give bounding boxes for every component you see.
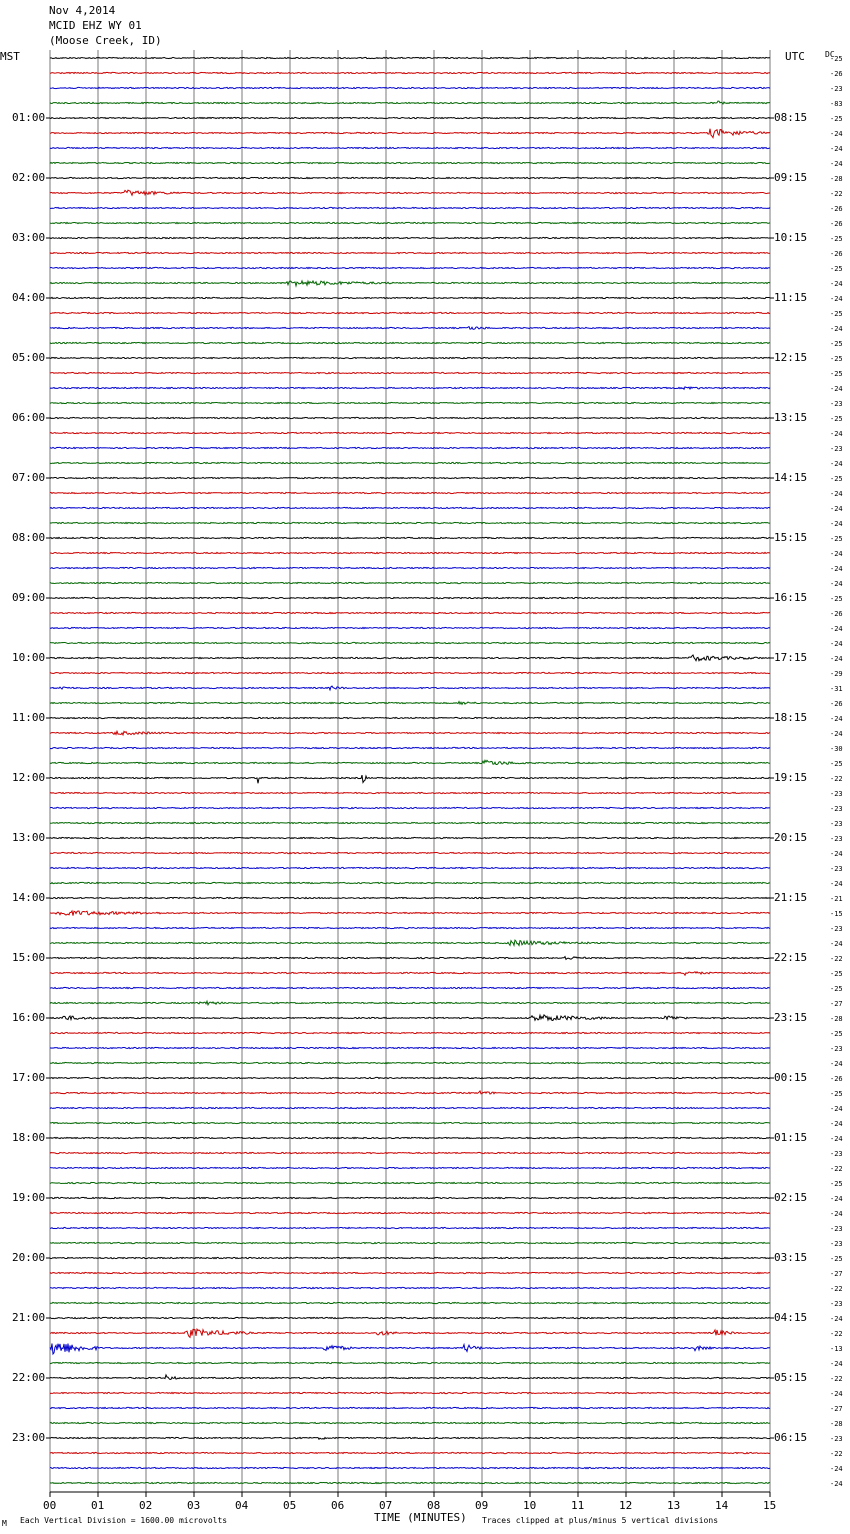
trace-row bbox=[50, 387, 770, 390]
dc-offset-label: -25 bbox=[830, 760, 843, 768]
left-hour-label: 09:00 bbox=[12, 591, 46, 604]
dc-offset-label: -25 bbox=[830, 1030, 843, 1038]
left-hour-label: 08:00 bbox=[12, 531, 46, 544]
trace-row bbox=[50, 357, 770, 358]
dc-offset-label: -21 bbox=[830, 895, 843, 903]
dc-offset-label: -22 bbox=[830, 955, 843, 963]
right-hour-label: 21:15 bbox=[774, 891, 808, 904]
trace-row bbox=[50, 522, 770, 523]
right-hour-label: 12:15 bbox=[774, 351, 808, 364]
right-hour-label: 04:15 bbox=[774, 1311, 808, 1324]
dc-offset-label: -23 bbox=[830, 400, 843, 408]
trace-row bbox=[50, 792, 770, 793]
clip-note: Traces clipped at plus/minus 5 vertical divisions bbox=[482, 1516, 719, 1525]
trace-row bbox=[50, 747, 770, 748]
x-tick-label: 03 bbox=[187, 1499, 201, 1512]
dc-offset-label: -25 bbox=[830, 1180, 843, 1188]
trace-row bbox=[50, 911, 770, 916]
right-hour-label: 06:15 bbox=[774, 1431, 808, 1444]
x-tick-label: 07 bbox=[379, 1499, 393, 1512]
dc-offset-label: -24 bbox=[830, 655, 843, 663]
dc-offset-label: -28 bbox=[830, 1420, 843, 1428]
dc-offset-label: -23 bbox=[830, 1435, 843, 1443]
trace-row bbox=[50, 222, 770, 223]
dc-offset-label: -27 bbox=[830, 1270, 843, 1278]
dc-offset-label: -24 bbox=[830, 625, 843, 633]
dc-offset-label: -24 bbox=[830, 940, 843, 948]
trace-row bbox=[50, 1329, 770, 1337]
trace-row bbox=[50, 1482, 770, 1483]
dc-offset-label: -30 bbox=[830, 745, 843, 753]
dc-offset-label: -23 bbox=[830, 835, 843, 843]
corner-mark: M bbox=[2, 1519, 7, 1528]
x-tick-label: 13 bbox=[667, 1499, 681, 1512]
dc-offset-label: -22 bbox=[830, 775, 843, 783]
trace-row bbox=[50, 1015, 770, 1021]
dc-offset-label: -25 bbox=[830, 310, 843, 318]
right-hour-label: 03:15 bbox=[774, 1251, 808, 1264]
trace-row bbox=[50, 1344, 770, 1355]
dc-offset-label: -23 bbox=[830, 1150, 843, 1158]
dc-offset-label: -22 bbox=[830, 1330, 843, 1338]
left-hour-label: 20:00 bbox=[12, 1251, 46, 1264]
dc-offset-label: -24 bbox=[830, 1105, 843, 1113]
trace-row bbox=[50, 281, 770, 286]
dc-offset-label: -24 bbox=[830, 580, 843, 588]
trace-row bbox=[50, 190, 770, 195]
dc-offset-label: -25 bbox=[830, 415, 843, 423]
trace-row bbox=[50, 1375, 770, 1380]
trace-row bbox=[50, 342, 770, 343]
x-axis-title: TIME (MINUTES) bbox=[374, 1511, 467, 1524]
trace-row bbox=[50, 1452, 770, 1453]
dc-offset-label: -25 bbox=[830, 595, 843, 603]
left-hour-label: 10:00 bbox=[12, 651, 46, 664]
trace-row bbox=[50, 1182, 770, 1183]
left-hour-label: 03:00 bbox=[12, 231, 46, 244]
dc-offset-label: -31 bbox=[830, 685, 843, 693]
left-hour-label: 05:00 bbox=[12, 351, 46, 364]
trace-row bbox=[50, 686, 770, 690]
trace-row bbox=[50, 1077, 770, 1078]
trace-row bbox=[50, 897, 770, 898]
trace-row bbox=[50, 297, 770, 298]
dc-offset-label: -23 bbox=[830, 805, 843, 813]
dc-offset-label: -24 bbox=[830, 385, 843, 393]
dc-offset-label: -22 bbox=[830, 1375, 843, 1383]
dc-offset-label: -23 bbox=[830, 790, 843, 798]
dc-offset-label: -25 bbox=[830, 475, 843, 483]
dc-offset-label: -83 bbox=[830, 100, 843, 108]
trace-row bbox=[50, 987, 770, 988]
right-hour-label: 15:15 bbox=[774, 531, 808, 544]
right-hour-label: 11:15 bbox=[774, 291, 808, 304]
dc-offset-label: -23 bbox=[830, 1045, 843, 1053]
trace-row bbox=[50, 72, 770, 73]
left-hour-label: 15:00 bbox=[12, 951, 46, 964]
dc-offset-label: -28 bbox=[830, 1015, 843, 1023]
dc-offset-label: -25 bbox=[830, 235, 843, 243]
trace-row bbox=[50, 492, 770, 493]
trace-row bbox=[50, 1107, 770, 1108]
right-hour-label: 13:15 bbox=[774, 411, 808, 424]
dc-offset-label: -25 bbox=[830, 985, 843, 993]
dc-offset-label: -23 bbox=[830, 445, 843, 453]
trace-row bbox=[50, 927, 770, 928]
trace-row bbox=[50, 760, 770, 764]
dc-offset-label: -24 bbox=[830, 715, 843, 723]
trace-row bbox=[50, 1392, 770, 1393]
scale-note: Each Vertical Division = 1600.00 microvolts bbox=[20, 1516, 228, 1525]
right-timezone-label: UTC bbox=[785, 50, 805, 63]
left-hour-label: 19:00 bbox=[12, 1191, 46, 1204]
dc-offset-label: -22 bbox=[830, 190, 843, 198]
dc-offset-label: -24 bbox=[830, 130, 843, 138]
trace-row bbox=[50, 1422, 770, 1423]
dc-offset-label: -26 bbox=[830, 205, 843, 213]
trace-row bbox=[50, 101, 770, 104]
trace-row bbox=[50, 327, 770, 330]
dc-offset-label: -13 bbox=[830, 1345, 843, 1353]
trace-row bbox=[50, 1362, 770, 1363]
dc-offset-label: -23 bbox=[830, 1225, 843, 1233]
dc-offset-label: -26 bbox=[830, 700, 843, 708]
dc-offset-label: -28 bbox=[830, 175, 843, 183]
station-code: MCID EHZ WY 01 bbox=[49, 19, 142, 32]
dc-offset-label: -26 bbox=[830, 220, 843, 228]
dc-offset-label: -24 bbox=[830, 1135, 843, 1143]
dc-offset-label: -25 bbox=[830, 370, 843, 378]
trace-row bbox=[50, 117, 770, 118]
trace-row bbox=[50, 1287, 770, 1288]
dc-offset-label: -27 bbox=[830, 1405, 843, 1413]
right-hour-label: 01:15 bbox=[774, 1131, 808, 1144]
dc-offset-header: DC bbox=[825, 50, 835, 59]
left-timezone-label: MST bbox=[0, 50, 20, 63]
x-tick-label: 14 bbox=[715, 1499, 729, 1512]
right-hour-label: 20:15 bbox=[774, 831, 808, 844]
dc-offset-label: -23 bbox=[830, 1240, 843, 1248]
right-hour-label: 02:15 bbox=[774, 1191, 808, 1204]
dc-offset-label: -26 bbox=[830, 70, 843, 78]
trace-row bbox=[50, 1227, 770, 1228]
dc-offset-label: -24 bbox=[830, 880, 843, 888]
trace-row bbox=[50, 462, 770, 463]
trace-row bbox=[50, 1032, 770, 1033]
dc-offset-label: -24 bbox=[830, 490, 843, 498]
trace-row bbox=[50, 957, 770, 960]
dc-offset-label: -25 bbox=[830, 55, 843, 63]
trace-row bbox=[50, 717, 770, 718]
left-hour-label: 07:00 bbox=[12, 471, 46, 484]
dc-offset-label: -24 bbox=[830, 550, 843, 558]
right-hour-label: 14:15 bbox=[774, 471, 808, 484]
dc-offset-label: -25 bbox=[830, 970, 843, 978]
trace-row bbox=[50, 507, 770, 508]
dc-offset-label: -24 bbox=[830, 325, 843, 333]
x-tick-label: 09 bbox=[475, 1499, 489, 1512]
trace-row bbox=[50, 1242, 770, 1243]
dc-offset-label: -24 bbox=[830, 1210, 843, 1218]
dc-offset-label: -24 bbox=[830, 520, 843, 528]
trace-row bbox=[50, 447, 770, 448]
right-hour-label: 16:15 bbox=[774, 591, 808, 604]
left-hour-label: 06:00 bbox=[12, 411, 46, 424]
right-hour-label: 10:15 bbox=[774, 231, 808, 244]
x-tick-label: 00 bbox=[43, 1499, 57, 1512]
right-hour-label: 19:15 bbox=[774, 771, 808, 784]
dc-offset-label: -25 bbox=[830, 1255, 843, 1263]
dc-offset-label: -15 bbox=[830, 910, 843, 918]
trace-row bbox=[50, 402, 770, 403]
x-tick-label: 15 bbox=[763, 1499, 777, 1512]
trace-row bbox=[50, 1467, 770, 1468]
trace-row bbox=[50, 852, 770, 853]
trace-row bbox=[50, 837, 770, 838]
trace-row bbox=[50, 1167, 770, 1168]
dc-offset-label: -25 bbox=[830, 355, 843, 363]
trace-row bbox=[50, 655, 770, 661]
dc-offset-label: -25 bbox=[830, 535, 843, 543]
trace-row bbox=[50, 1257, 770, 1258]
trace-row bbox=[50, 267, 770, 268]
trace-row bbox=[50, 940, 770, 945]
trace-row bbox=[50, 57, 770, 58]
trace-row bbox=[50, 252, 770, 253]
dc-offset-label: -26 bbox=[830, 610, 843, 618]
dc-offset-label: -26 bbox=[830, 1075, 843, 1083]
trace-row bbox=[50, 567, 770, 568]
trace-row bbox=[50, 1091, 770, 1094]
trace-row bbox=[50, 312, 770, 313]
trace-row bbox=[50, 597, 770, 598]
dc-offset-label: -24 bbox=[830, 280, 843, 288]
right-hour-label: 05:15 bbox=[774, 1371, 808, 1384]
trace-row bbox=[50, 1152, 770, 1153]
dc-offset-label: -24 bbox=[830, 1465, 843, 1473]
trace-row bbox=[50, 552, 770, 553]
dc-offset-label: -23 bbox=[830, 820, 843, 828]
trace-row bbox=[50, 822, 770, 823]
trace-row bbox=[50, 207, 770, 208]
trace-row bbox=[50, 1062, 770, 1063]
trace-row bbox=[50, 1317, 770, 1318]
trace-row bbox=[50, 1001, 770, 1005]
trace-row bbox=[50, 177, 770, 178]
left-hour-label: 04:00 bbox=[12, 291, 46, 304]
trace-row bbox=[50, 1437, 770, 1439]
dc-offset-label: -25 bbox=[830, 1090, 843, 1098]
trace-row bbox=[50, 537, 770, 538]
trace-row bbox=[50, 972, 770, 975]
right-hour-label: 22:15 bbox=[774, 951, 808, 964]
trace-row bbox=[50, 882, 770, 883]
left-hour-label: 16:00 bbox=[12, 1011, 46, 1024]
x-tick-label: 04 bbox=[235, 1499, 249, 1512]
dc-offset-label: -24 bbox=[830, 850, 843, 858]
trace-row bbox=[50, 1212, 770, 1213]
dc-offset-label: -24 bbox=[830, 160, 843, 168]
left-hour-label: 02:00 bbox=[12, 171, 46, 184]
left-hour-label: 12:00 bbox=[12, 771, 46, 784]
dc-offset-label: -23 bbox=[830, 85, 843, 93]
x-tick-label: 02 bbox=[139, 1499, 153, 1512]
trace-row bbox=[50, 417, 770, 418]
dc-offset-label: -26 bbox=[830, 250, 843, 258]
left-hour-label: 22:00 bbox=[12, 1371, 46, 1384]
trace-row bbox=[50, 672, 770, 673]
left-hour-label: 17:00 bbox=[12, 1071, 46, 1084]
trace-row bbox=[50, 642, 770, 643]
dc-offset-label: -22 bbox=[830, 1285, 843, 1293]
dc-offset-label: -24 bbox=[830, 565, 843, 573]
dc-offset-label: -24 bbox=[830, 1315, 843, 1323]
dc-offset-label: -24 bbox=[830, 1060, 843, 1068]
left-hour-label: 11:00 bbox=[12, 711, 46, 724]
dc-offset-label: -24 bbox=[830, 430, 843, 438]
right-hour-label: 17:15 bbox=[774, 651, 808, 664]
left-hour-label: 21:00 bbox=[12, 1311, 46, 1324]
x-tick-label: 08 bbox=[427, 1499, 441, 1512]
dc-offset-label: -22 bbox=[830, 1450, 843, 1458]
trace-row bbox=[50, 807, 770, 808]
left-hour-label: 23:00 bbox=[12, 1431, 46, 1444]
dc-offset-label: -24 bbox=[830, 1480, 843, 1488]
x-tick-label: 10 bbox=[523, 1499, 537, 1512]
trace-row bbox=[50, 612, 770, 613]
dc-offset-label: -29 bbox=[830, 670, 843, 678]
trace-row bbox=[50, 432, 770, 433]
x-tick-label: 12 bbox=[619, 1499, 633, 1512]
trace-row bbox=[50, 731, 770, 735]
dc-offset-label: -23 bbox=[830, 925, 843, 933]
dc-offset-label: -24 bbox=[830, 1360, 843, 1368]
trace-row bbox=[50, 627, 770, 628]
trace-row bbox=[50, 1272, 770, 1273]
plot-date: Nov 4,2014 bbox=[49, 4, 116, 17]
dc-offset-label: -25 bbox=[830, 265, 843, 273]
station-location: (Moose Creek, ID) bbox=[49, 34, 162, 47]
left-hour-label: 13:00 bbox=[12, 831, 46, 844]
right-hour-label: 23:15 bbox=[774, 1011, 808, 1024]
dc-offset-label: -24 bbox=[830, 145, 843, 153]
trace-row bbox=[50, 477, 770, 478]
trace-row bbox=[50, 1137, 770, 1138]
x-tick-label: 05 bbox=[283, 1499, 297, 1512]
dc-offset-label: -24 bbox=[830, 730, 843, 738]
dc-offset-label: -23 bbox=[830, 1300, 843, 1308]
trace-row bbox=[50, 147, 770, 148]
left-hour-label: 18:00 bbox=[12, 1131, 46, 1144]
dc-offset-label: -24 bbox=[830, 460, 843, 468]
dc-offset-label: -24 bbox=[830, 1390, 843, 1398]
right-hour-label: 18:15 bbox=[774, 711, 808, 724]
dc-offset-label: -24 bbox=[830, 1120, 843, 1128]
right-hour-label: 09:15 bbox=[774, 171, 808, 184]
dc-offset-label: -25 bbox=[830, 340, 843, 348]
right-hour-label: 08:15 bbox=[774, 111, 808, 124]
left-hour-label: 14:00 bbox=[12, 891, 46, 904]
trace-row bbox=[50, 372, 770, 373]
trace-row bbox=[50, 162, 770, 163]
right-hour-label: 00:15 bbox=[774, 1071, 808, 1084]
trace-row bbox=[50, 1047, 770, 1048]
trace-row bbox=[50, 87, 770, 88]
left-hour-label: 01:00 bbox=[12, 111, 46, 124]
x-tick-label: 01 bbox=[91, 1499, 105, 1512]
dc-offset-label: -23 bbox=[830, 865, 843, 873]
trace-row bbox=[50, 1122, 770, 1123]
trace-row bbox=[50, 775, 770, 783]
trace-row bbox=[50, 582, 770, 583]
dc-offset-label: -27 bbox=[830, 1000, 843, 1008]
trace-row bbox=[50, 1197, 770, 1198]
trace-row bbox=[50, 129, 770, 138]
trace-row bbox=[50, 867, 770, 868]
dc-offset-label: -22 bbox=[830, 1165, 843, 1173]
trace-row bbox=[50, 1302, 770, 1303]
x-tick-label: 11 bbox=[571, 1499, 585, 1512]
dc-offset-label: -24 bbox=[830, 295, 843, 303]
dc-offset-label: -24 bbox=[830, 1195, 843, 1203]
dc-offset-label: -25 bbox=[830, 115, 843, 123]
dc-offset-label: -24 bbox=[830, 505, 843, 513]
dc-offset-label: -24 bbox=[830, 640, 843, 648]
trace-row bbox=[50, 237, 770, 238]
x-tick-label: 06 bbox=[331, 1499, 345, 1512]
trace-row bbox=[50, 702, 770, 705]
trace-row bbox=[50, 1407, 770, 1408]
